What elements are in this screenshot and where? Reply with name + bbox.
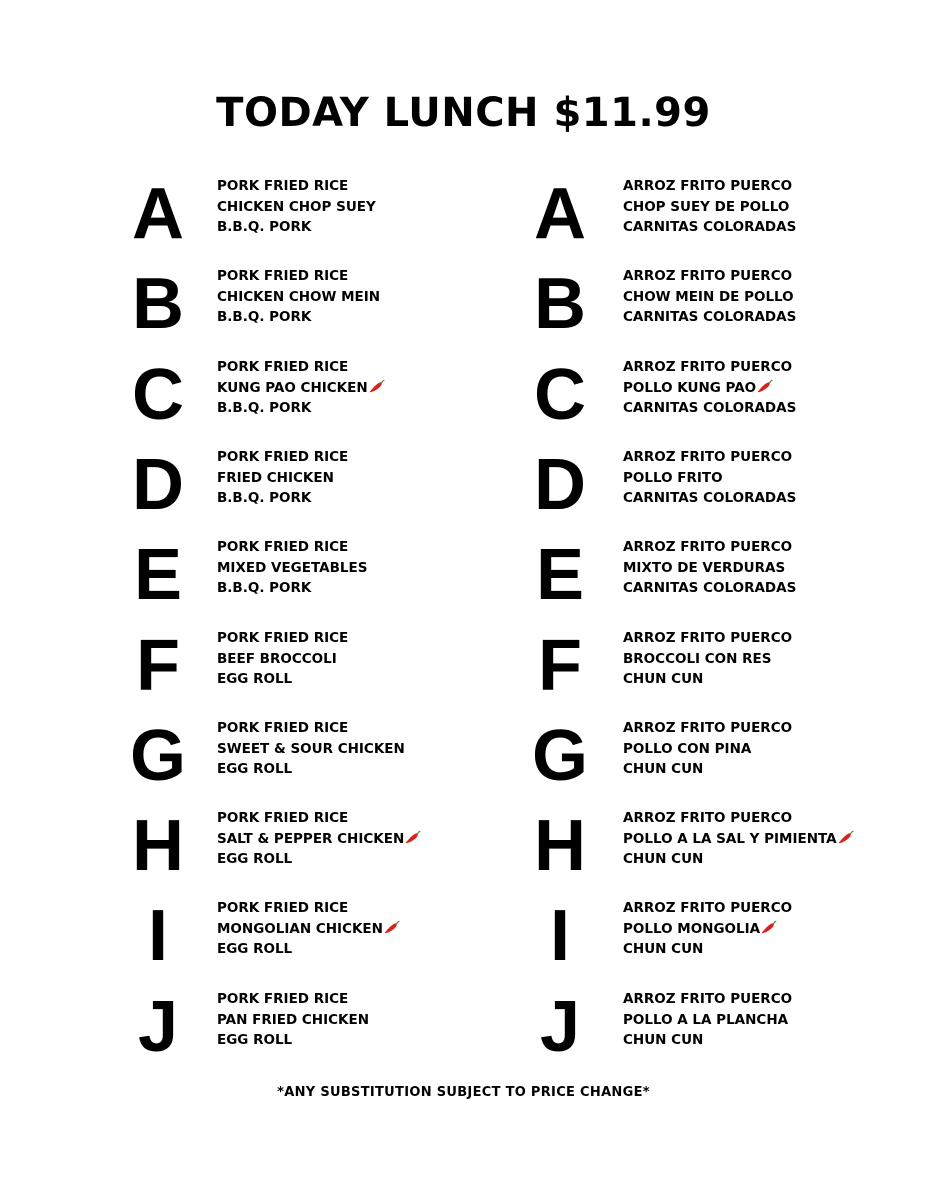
combo-letter: F (538, 626, 582, 706)
menu-item (623, 468, 796, 489)
menu-item (623, 197, 796, 218)
menu-item (217, 718, 405, 739)
menu-item (217, 808, 421, 829)
combo-letter: E (535, 535, 585, 615)
menu-item (217, 468, 348, 489)
menu-item (217, 898, 400, 919)
combo-row (0, 626, 927, 724)
combo-letter: G (531, 716, 588, 796)
menu-item (217, 378, 385, 399)
combo-letter: A (534, 174, 586, 254)
menu-item (217, 628, 348, 649)
menu-item (623, 1010, 792, 1031)
menu-item (217, 307, 380, 328)
spanish-items (623, 176, 796, 238)
menu-item-label: CHUN CUN (623, 671, 704, 687)
menu-item-label: PORK FRIED RICE (217, 359, 349, 375)
spanish-items (623, 898, 792, 960)
menu-item-label: POLLO A LA SAL Y PIMIENTA (623, 830, 837, 847)
chili-pepper-icon (761, 920, 777, 934)
menu-item (217, 1010, 369, 1031)
menu-item-label: POLLO KUNG PAO (623, 379, 757, 396)
menu-item-label: ARROZ FRITO PUERCO (623, 178, 793, 194)
menu-item (623, 307, 796, 328)
menu-item-label: PORK FRIED RICE (217, 720, 349, 736)
menu-item (623, 378, 796, 399)
combo-letter: J (539, 987, 581, 1067)
menu-item (623, 939, 792, 960)
menu-item (217, 849, 421, 870)
combo-letter: G (129, 716, 186, 796)
menu-item (217, 829, 421, 850)
menu-item-label: CHUN CUN (623, 851, 704, 867)
menu-item (623, 919, 792, 940)
chili-pepper-icon (838, 830, 854, 844)
menu-item-label: PORK FRIED RICE (217, 991, 349, 1007)
menu-item-label: PORK FRIED RICE (217, 449, 349, 465)
spanish-items (623, 357, 796, 419)
combo-letter: B (534, 264, 586, 344)
page-title: TODAY LUNCH $11.99 (216, 90, 711, 136)
menu-item (217, 488, 348, 509)
menu-item (623, 898, 792, 919)
menu-item (623, 398, 796, 419)
menu-item (217, 578, 367, 599)
menu-item (623, 447, 796, 468)
combo-letter: C (132, 355, 184, 435)
menu-item (623, 739, 792, 760)
english-items (217, 447, 348, 509)
english-items (217, 989, 369, 1051)
menu-item-label: ARROZ FRITO PUERCO (623, 991, 793, 1007)
menu-item-label: KUNG PAO CHICKEN (217, 379, 368, 396)
menu-item-label: CARNITAS COLORADAS (623, 490, 797, 506)
menu-item-label: POLLO CON PINA (623, 740, 752, 757)
spanish-items (623, 447, 796, 509)
combo-letter: I (549, 896, 570, 976)
menu-item-label: B.B.Q. PORK (217, 309, 312, 325)
combo-row (0, 264, 927, 362)
menu-item-label: MIXTO DE VERDURAS (623, 559, 786, 576)
english-items (217, 898, 400, 960)
english-items (217, 537, 367, 599)
menu-item-label: CHICKEN CHOW MEIN (217, 288, 381, 305)
menu-item-label: ARROZ FRITO PUERCO (623, 449, 793, 465)
menu-item-label: CHOP SUEY DE POLLO (623, 198, 790, 215)
combo-letter: D (132, 445, 184, 525)
combo-row (0, 355, 927, 453)
menu-item (217, 176, 376, 197)
menu-item (623, 357, 796, 378)
combo-row (0, 535, 927, 633)
menu-item-label: MONGOLIAN CHICKEN (217, 920, 383, 937)
menu-item-label: CARNITAS COLORADAS (623, 309, 797, 325)
menu-item-label: PORK FRIED RICE (217, 268, 349, 284)
menu-item (623, 578, 796, 599)
english-items (217, 628, 348, 690)
menu-item (623, 217, 796, 238)
menu-item-label: BROCCOLI CON RES (623, 650, 772, 667)
menu-item-label: BEEF BROCCOLI (217, 650, 337, 667)
menu-item-label: CARNITAS COLORADAS (623, 400, 797, 416)
menu-item-label: B.B.Q. PORK (217, 580, 312, 596)
combo-letter: E (133, 535, 183, 615)
menu-item (217, 939, 400, 960)
spanish-items (623, 808, 854, 870)
combo-row (0, 806, 927, 904)
menu-item (217, 447, 348, 468)
menu-item-label: CHUN CUN (623, 1032, 704, 1048)
combo-letter: I (147, 896, 168, 976)
menu-item (217, 669, 348, 690)
menu-item (217, 357, 385, 378)
menu-item-label: ARROZ FRITO PUERCO (623, 630, 793, 646)
combo-letter: A (132, 174, 184, 254)
menu-item (623, 558, 796, 579)
menu-item (217, 1030, 369, 1051)
menu-item-label: EGG ROLL (217, 941, 293, 957)
combo-row (0, 716, 927, 814)
menu-item-label: ARROZ FRITO PUERCO (623, 539, 793, 555)
menu-item (217, 217, 376, 238)
menu-item (623, 488, 796, 509)
combo-letter: H (534, 806, 586, 886)
menu-item-label: CHOW MEIN DE POLLO (623, 288, 794, 305)
menu-item (217, 919, 400, 940)
footer-note: *ANY SUBSTITUTION SUBJECT TO PRICE CHANGE* (277, 1085, 650, 1100)
menu-item (217, 537, 367, 558)
combo-letter: F (136, 626, 180, 706)
menu-item (623, 287, 796, 308)
menu-item (623, 669, 792, 690)
menu-item (217, 739, 405, 760)
spanish-items (623, 718, 792, 780)
menu-item (623, 1030, 792, 1051)
menu-item (623, 759, 792, 780)
menu-item-label: POLLO A LA PLANCHA (623, 1011, 789, 1028)
chili-pepper-icon (757, 379, 773, 393)
menu-item (623, 628, 792, 649)
menu-item-label: B.B.Q. PORK (217, 400, 312, 416)
menu-item-label: FRIED CHICKEN (217, 469, 334, 486)
menu-item-label: ARROZ FRITO PUERCO (623, 359, 793, 375)
menu-item-label: EGG ROLL (217, 761, 293, 777)
spanish-items (623, 266, 796, 328)
menu-item-label: EGG ROLL (217, 671, 293, 687)
menu-item (623, 649, 792, 670)
combo-letter: B (132, 264, 184, 344)
combo-row (0, 987, 927, 1085)
chili-pepper-icon (384, 920, 400, 934)
menu-item-label: CHUN CUN (623, 761, 704, 777)
chili-pepper-icon (405, 830, 421, 844)
menu-item (623, 989, 792, 1010)
menu-item-label: CARNITAS COLORADAS (623, 580, 797, 596)
english-items (217, 357, 385, 419)
menu-item-label: CHICKEN CHOP SUEY (217, 198, 376, 215)
menu-item-label: PAN FRIED CHICKEN (217, 1011, 369, 1028)
menu-item (217, 266, 380, 287)
spanish-items (623, 537, 796, 599)
menu-item (217, 558, 367, 579)
spanish-items (623, 628, 792, 690)
spanish-items (623, 989, 792, 1051)
chili-pepper-icon (369, 379, 385, 393)
menu-item-label: POLLO MONGOLIA (623, 920, 761, 937)
menu-item (623, 849, 854, 870)
menu-item (623, 718, 792, 739)
menu-item (217, 398, 385, 419)
menu-item (217, 759, 405, 780)
menu-item-label: MIXED VEGETABLES (217, 559, 368, 576)
menu-item-label: ARROZ FRITO PUERCO (623, 268, 793, 284)
english-items (217, 176, 376, 238)
menu-item-label: SALT & PEPPER CHICKEN (217, 830, 405, 847)
menu-item-label: EGG ROLL (217, 851, 293, 867)
menu-item-label: PORK FRIED RICE (217, 630, 349, 646)
menu-item-label: ARROZ FRITO PUERCO (623, 900, 793, 916)
menu-item (217, 287, 380, 308)
menu-item-label: B.B.Q. PORK (217, 490, 312, 506)
combo-letter: H (132, 806, 184, 886)
english-items (217, 266, 380, 328)
menu-item (623, 537, 796, 558)
menu-item-label: B.B.Q. PORK (217, 219, 312, 235)
menu-item-label: EGG ROLL (217, 1032, 293, 1048)
menu-item (623, 808, 854, 829)
menu-item-label: PORK FRIED RICE (217, 539, 349, 555)
combo-letter: J (137, 987, 179, 1067)
menu-item (623, 829, 854, 850)
menu-item (623, 266, 796, 287)
menu-item-label: POLLO FRITO (623, 469, 723, 486)
menu-item-label: PORK FRIED RICE (217, 178, 349, 194)
menu-item (623, 176, 796, 197)
menu-item-label: ARROZ FRITO PUERCO (623, 720, 793, 736)
menu-item-label: PORK FRIED RICE (217, 900, 349, 916)
english-items (217, 808, 421, 870)
menu-item-label: PORK FRIED RICE (217, 810, 349, 826)
menu-item-label: SWEET & SOUR CHICKEN (217, 740, 405, 757)
menu-item-label: CARNITAS COLORADAS (623, 219, 797, 235)
combo-letter: D (534, 445, 586, 525)
menu-item (217, 649, 348, 670)
combo-row (0, 174, 927, 272)
menu-item (217, 989, 369, 1010)
combo-letter: C (534, 355, 586, 435)
combo-row (0, 445, 927, 543)
english-items (217, 718, 405, 780)
menu-item (217, 197, 376, 218)
combo-row (0, 896, 927, 994)
menu-item-label: ARROZ FRITO PUERCO (623, 810, 793, 826)
menu-item-label: CHUN CUN (623, 941, 704, 957)
